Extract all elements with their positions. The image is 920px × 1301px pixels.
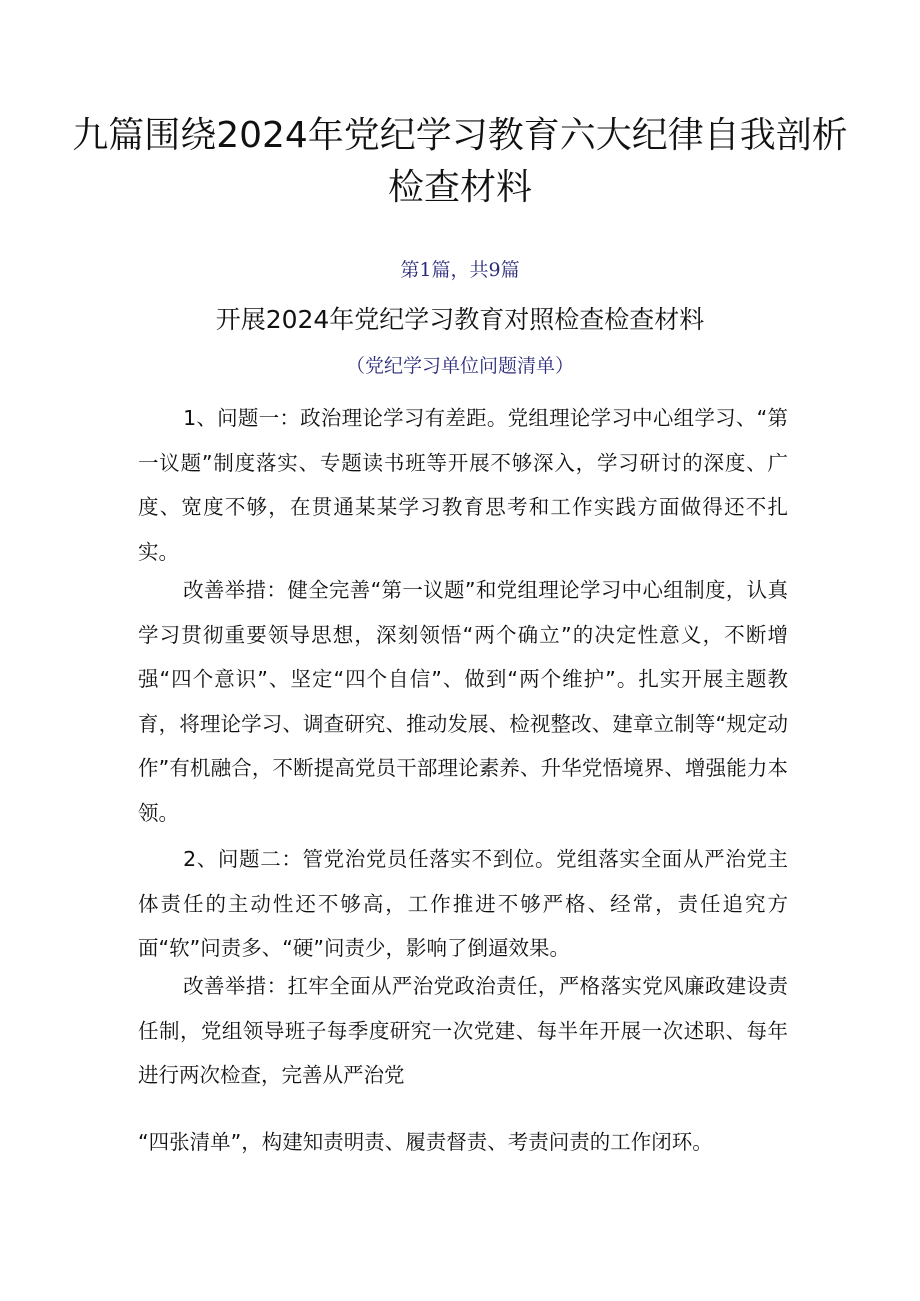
paragraph-measure-1: 改善举措：健全完善“第一议题”和党组理论学习中心组制度，认真学习贯彻重要领导思想，深刻领悟“两个确立”的决定性意义，不断增强“四个意识”、坚定“四个自信”、做到“两个维护”。扎实开展主题教育，将理论学习、调查研究、推动发展、检视整改、建章立制等“规定动作”有机融合，不断提高党员干部理论素养、升华党悟境界、增强能力本领。	[138, 578, 788, 825]
paragraph-continuation: “四张清单”，构建知责明责、履责督责、考责问责的工作闭环。	[138, 1130, 713, 1154]
paragraph-problem-1: 1、问题一：政治理论学习有差距。党组理论学习中心组学习、“第一议题”制度落实、专题读书班等开展不够深入，学习研讨的深度、广度、宽度不够，在贯通某某学习教育思考和工作实践方面做得还不扎实。	[138, 406, 788, 564]
part-label: 第1篇，共9篇	[400, 259, 520, 281]
section-note: （党纪学习单位问题清单）	[345, 355, 574, 377]
section-subtitle: 开展2024年党纪学习教育对照检查检查材料	[215, 305, 705, 334]
document-title: 九篇围绕2024年党纪学习教育六大纪律自我剖析检查材料	[72, 115, 848, 208]
paragraph-measure-2: 改善举措：扛牢全面从严治党政治责任，严格落实党风廉政建设责任制，党组领导班子每季度研究一次党建、每半年开展一次述职、每年进行两次检查，完善从严治党	[138, 974, 788, 1087]
paragraph-problem-2: 2、问题二：管党治党员任落实不到位。党组落实全面从严治党主体责任的主动性还不够高，工作推进不够严格、经常，责任追究方面“软”问责多、“硬”问责少，影响了倒逼效果。	[138, 847, 788, 960]
